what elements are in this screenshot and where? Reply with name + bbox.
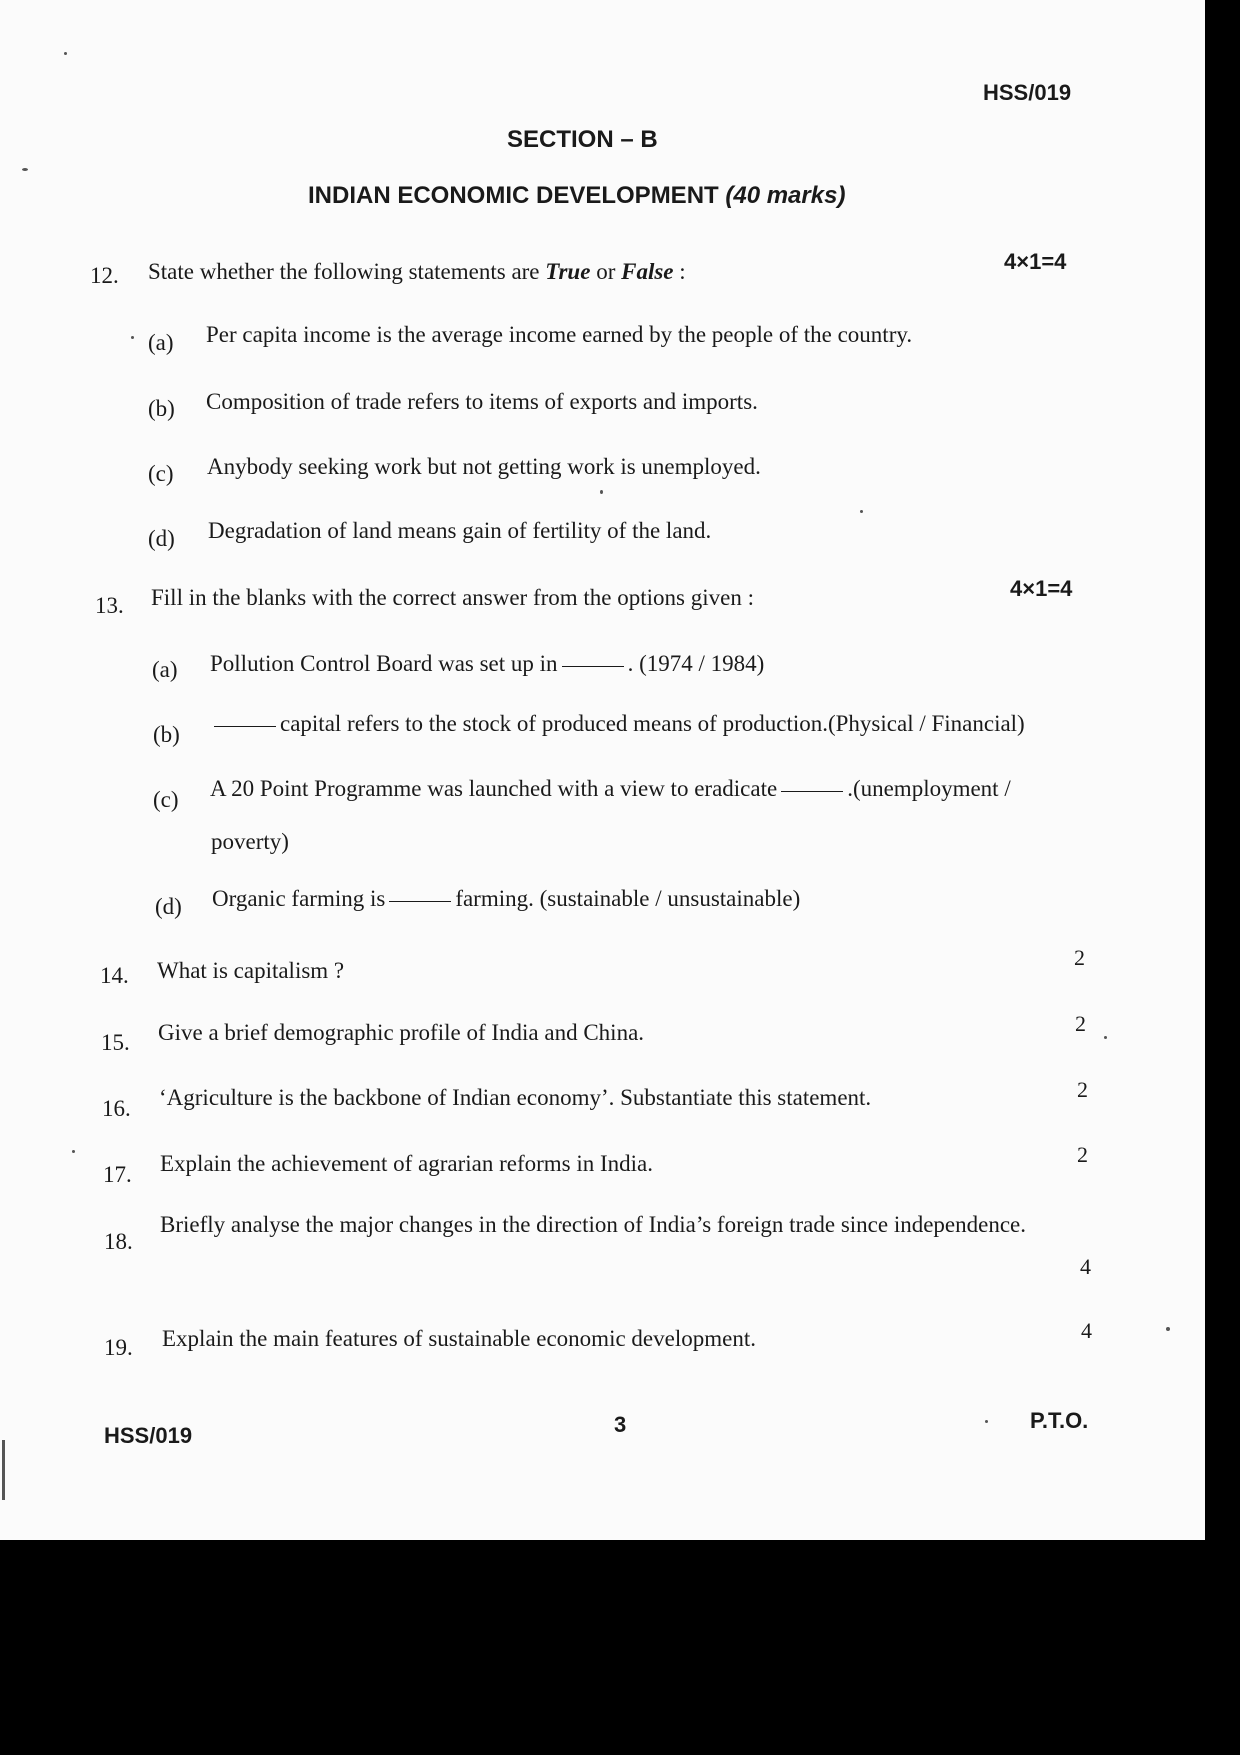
section-subtitle [308, 182, 845, 210]
q13-d-after: farming. (sustainable / unsustainable) [455, 886, 801, 911]
q13-item-d-label: (d) [155, 894, 182, 919]
q13-c-blank [781, 790, 843, 792]
q15-marks: 2 [1075, 1011, 1086, 1036]
q13-a-before: Pollution Control Board was set up in [210, 651, 558, 676]
q13-item-d-text [212, 886, 800, 912]
q18-marks: 4 [1080, 1254, 1091, 1279]
q19-marks: 4 [1081, 1318, 1092, 1343]
q13-c-after: .(unemployment / [847, 776, 1011, 801]
q13-number: 13. [95, 593, 124, 618]
q12-number: 12. [90, 263, 119, 288]
q12-item-d-label: (d) [148, 526, 175, 551]
q14-marks: 2 [1074, 945, 1085, 970]
q16-marks: 2 [1077, 1077, 1088, 1102]
scan-speck [64, 52, 67, 55]
q12-colon: : [679, 259, 686, 284]
scan-speck [131, 336, 134, 339]
scan-speck [600, 490, 603, 494]
q15-number: 15. [101, 1030, 130, 1055]
scan-edge-mark [2, 1440, 5, 1500]
subtitle-main: INDIAN ECONOMIC DEVELOPMENT [308, 182, 719, 209]
scan-speck [72, 1150, 75, 1153]
subtitle-marks: (40 marks) [725, 182, 846, 209]
scan-speck [22, 168, 28, 171]
q15-text: Give a brief demographic profile of India and China. [158, 1020, 645, 1045]
q12-item-a-text: Per capita income is the average income earned by the people of the country. [206, 322, 913, 347]
footer-pto: P.T.O. [1030, 1408, 1089, 1433]
q13-item-c-label: (c) [153, 787, 179, 812]
q19-number: 19. [104, 1335, 133, 1360]
q14-number: 14. [100, 963, 129, 988]
q17-number: 17. [103, 1162, 132, 1187]
scan-speck [985, 1420, 988, 1423]
q13-a-blank [562, 665, 624, 667]
q12-true-word: True [545, 259, 591, 284]
section-title: SECTION – B [507, 126, 658, 153]
q13-item-a-text [210, 651, 764, 677]
header-code: HSS/019 [983, 80, 1072, 105]
q13-c-before: A 20 Point Programme was launched with a view to eradicate [210, 776, 778, 801]
q12-item-b-label: (b) [148, 396, 175, 421]
q12-text [148, 259, 686, 285]
footer-page-number: 3 [614, 1412, 627, 1437]
q13-item-b-text [210, 711, 1025, 737]
q13-item-a-label: (a) [152, 657, 178, 682]
scan-speck [860, 510, 863, 513]
q13-item-c-text [210, 776, 1011, 802]
q13-text: Fill in the blanks with the correct answer from the options given : [151, 585, 754, 610]
scan-speck [1104, 1036, 1107, 1039]
q12-item-c-text: Anybody seeking work but not getting work is unemployed. [207, 454, 761, 479]
scan-speck [1166, 1327, 1170, 1331]
q12-item-c-label: (c) [148, 461, 174, 486]
q12-false-word: False [621, 259, 674, 284]
q14-text: What is capitalism ? [157, 958, 345, 983]
q13-d-blank [389, 900, 451, 902]
q13-a-after: . (1974 / 1984) [627, 651, 765, 676]
q13-b-blank [214, 725, 276, 727]
q12-marks: 4×1=4 [1004, 249, 1067, 274]
q13-item-b-label: (b) [153, 722, 180, 747]
q19-text: Explain the main features of sustainable economic development. [162, 1326, 756, 1351]
q13-item-c-continuation: poverty) [211, 829, 289, 854]
scan-border-right [1205, 0, 1240, 1540]
q12-or-word: or [596, 259, 616, 284]
q16-text: ‘Agriculture is the backbone of Indian economy’. Substantiate this statement. [159, 1085, 872, 1110]
q18-text: Briefly analyse the major changes in the direction of India’s foreign trade since independence. [160, 1212, 1027, 1237]
q16-number: 16. [102, 1096, 131, 1121]
q12-item-b-text: Composition of trade refers to items of exports and imports. [206, 389, 758, 414]
q13-d-before: Organic farming is [212, 886, 386, 911]
footer-code: HSS/019 [104, 1423, 193, 1448]
q13-marks: 4×1=4 [1010, 576, 1073, 601]
q12-item-a-label: (a) [148, 330, 174, 355]
q12-item-d-text: Degradation of land means gain of fertility of the land. [208, 518, 712, 543]
q17-text: Explain the achievement of agrarian reforms in India. [160, 1151, 654, 1176]
q18-number: 18. [104, 1229, 133, 1254]
q17-marks: 2 [1077, 1142, 1088, 1167]
q12-text-before: State whether the following statements are [148, 259, 540, 284]
q13-b-after: capital refers to the stock of produced means of production.(Physical / Financial) [280, 711, 1025, 736]
